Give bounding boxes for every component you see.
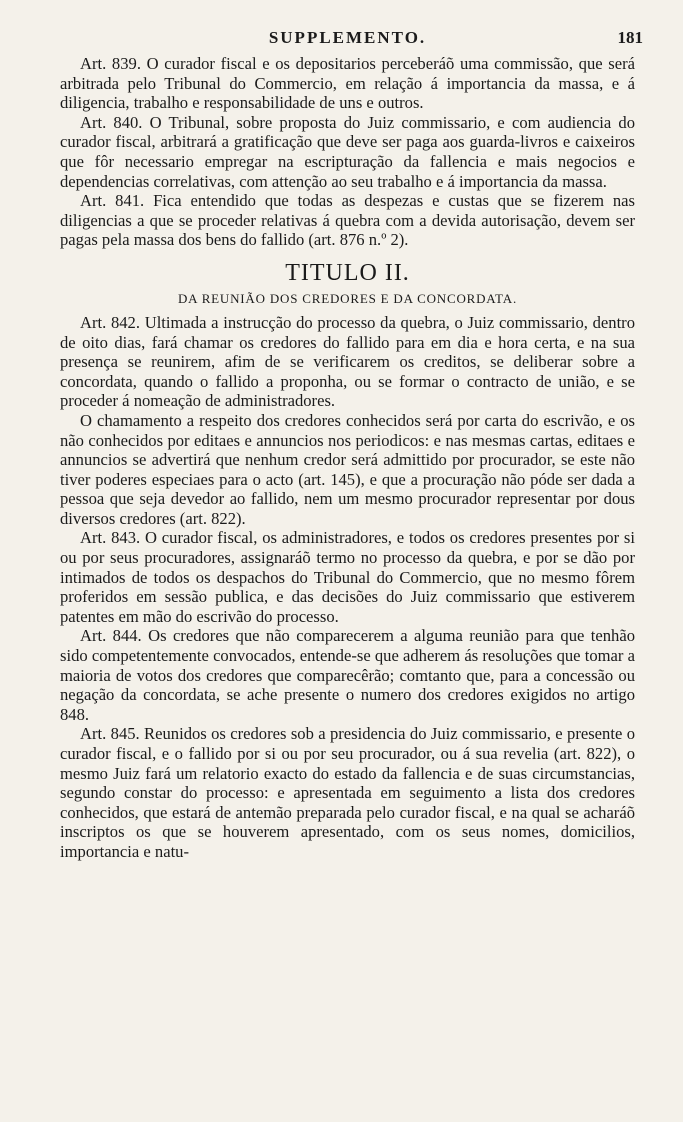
- paragraph-art-842: Art. 842. Ultimada a instrucção do processo da quebra, o Juiz commissario, dentro de oito dias, fará chamar os credores do fallido para em dia e hora certa, e na sua presença se reunirem, afim de se verificarem os creditos, se deliberar sobre a concordata, quando o fallido a proponha, ou se formar o contracto de união, e se proceder á nomeação de administradores.: [60, 312, 635, 411]
- page-number: 181: [617, 28, 643, 47]
- section-title: TITULO II.: [285, 259, 410, 286]
- paragraph-art-844: Art. 844. Os credores que não comparecerem a alguma reunião para que tenhão sido competentemente convocados, entende-se que adherem ás resoluções que tomar a maioria de votos dos credores que comparecêrão; comtanto que, para a concessão ou negação da concordata, se ache presente o numero dos credores exigidos no artigo 848.: [60, 626, 635, 724]
- paragraph-art-843: Art. 843. O curador fiscal, os administradores, e todos os credores presentes por si ou por seus procuradores, assignaráõ termo no processo da quebra, e por se dão por intimados de todos os despachos do Tribunal do Commercio, que no mesmo fôrem proferidos em sessão publica, e das decisões do Juiz commissario que estiverem patentes em mão do escrivão do processo.: [60, 528, 635, 626]
- running-title: SUPPLEMENTO.: [268, 28, 427, 47]
- paragraph-chamamento: O chamamento a respeito dos credores conhecidos será por carta do escrivão, e os não conhecidos por editaes e annuncios nos periodicos: e nas mesmas cartas, editaes e annuncios se advertirá que nenhum credor será admittido por procurador, se este não tiver poderes especiaes para o acto (art. 145), e que a procuração não póde ser dada a pessoa que seja devedor ao fallido, nem um mesmo procurador representar por dous diversos credores (art. 822).: [60, 410, 635, 528]
- paragraph-art-841: Art. 841. Fica entendido que todas as despezas e custas que se fizerem nas diligencias a que se proceder relativas á quebra com a devida autorisação, devem ser pagas pela massa dos bens do fallido (art. 876 n.º 2).: [60, 191, 635, 250]
- paragraph-art-840: Art. 840. O Tribunal, sobre proposta do Juiz commissario, e com audiencia do curador fiscal, arbitrará a gratificação que deve ser paga aos guarda-livros e caixeiros que fôr necessario empregar na escripturação da fallencia e mais negocios e dependencias correlativas, com attenção ao seu trabalho e á importancia da massa.: [60, 112, 635, 191]
- running-head: [60, 28, 643, 54]
- paragraph-art-839: Art. 839. O curador fiscal e os depositarios perceberáõ uma commissão, que será arbitrada pelo Tribunal do Commercio, em relação á importancia da massa, e á diligencia, trabalho e responsabilidade de uns e outros.: [60, 54, 635, 113]
- section-subtitle: DA REUNIÃO DOS CREDORES E DA CONCORDATA.: [177, 290, 517, 306]
- paragraph-art-845: Art. 845. Reunidos os credores sob a presidencia do Juiz commissario, e presente o curador fiscal, e o fallido por si ou por seu procurador, ou á sua revelia (art. 822), o mesmo Juiz fará um relatorio exacto do estado da fallencia e de suas circumstancias, segundo constar do processo: e apresentada em seguimento a lista dos credores conhecidos, que estará de antemão preparada pelo curador fiscal, e na qual se acharáõ inscriptos os que se houverem apresentado, com os seus nomes, domicilios, importancia e natu-: [60, 724, 635, 861]
